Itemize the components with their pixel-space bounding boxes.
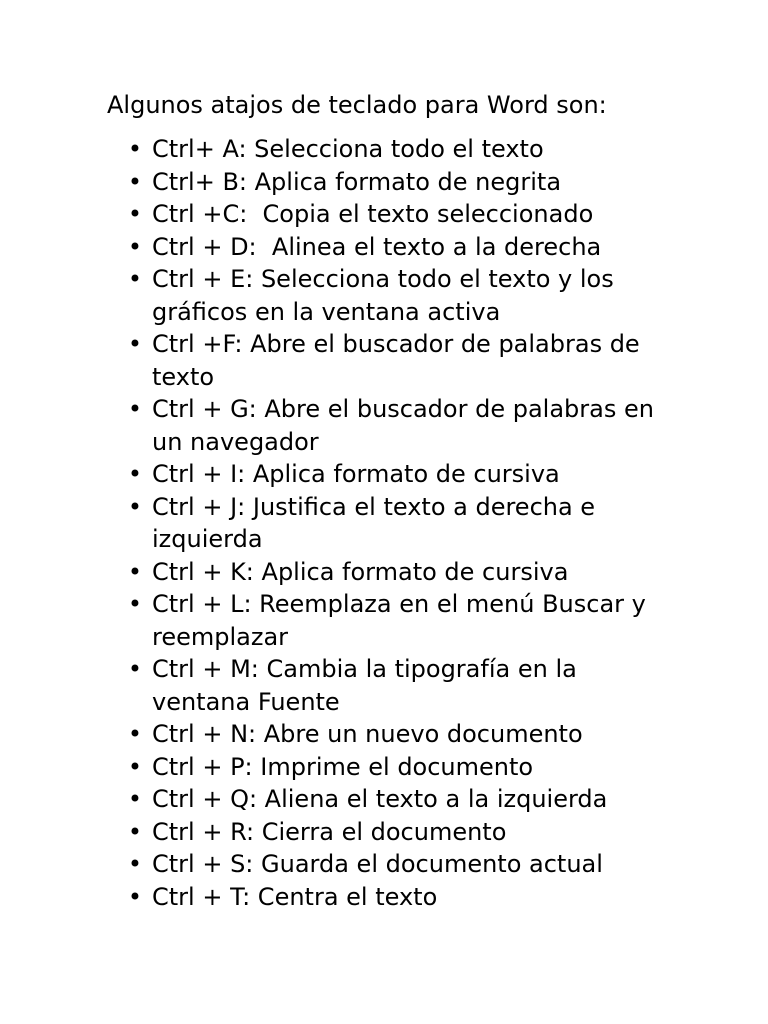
bullet-icon: • bbox=[127, 232, 143, 261]
shortcut-text: Ctrl + T: Centra el texto bbox=[152, 882, 438, 911]
shortcut-item bbox=[107, 263, 667, 328]
shortcut-text: Ctrl +F: Abre el buscador de palabras de texto bbox=[152, 330, 648, 391]
shortcut-text: Ctrl+ B: Aplica formato de negrita bbox=[152, 167, 562, 196]
shortcut-item bbox=[107, 848, 667, 881]
shortcut-text: Ctrl + E: Selecciona todo el texto y los gráficos en la ventana activa bbox=[152, 265, 622, 326]
shortcut-text: Ctrl + M: Cambia la tipografía en la ventana Fuente bbox=[152, 655, 585, 716]
bullet-icon: • bbox=[127, 557, 143, 586]
shortcut-item bbox=[107, 751, 667, 784]
document-page bbox=[107, 89, 667, 913]
shortcut-text: Ctrl +C: Copia el texto seleccionado bbox=[152, 200, 594, 228]
bullet-icon: • bbox=[127, 850, 143, 878]
shortcut-text: Ctrl + Q: Aliena el texto a la izquierda bbox=[152, 785, 608, 813]
shortcut-item bbox=[107, 783, 667, 816]
shortcut-text: Ctrl + G: Abre el buscador de palabras en un navegador bbox=[152, 395, 662, 456]
bullet-icon: • bbox=[127, 752, 143, 781]
bullet-icon: • bbox=[127, 720, 143, 748]
shortcut-item bbox=[107, 653, 667, 718]
shortcut-item bbox=[107, 556, 667, 589]
intro-text: Algunos atajos de teclado para Word son: bbox=[107, 91, 607, 119]
bullet-icon: • bbox=[127, 200, 143, 228]
shortcut-item bbox=[107, 816, 667, 849]
shortcut-text: Ctrl + R: Cierra el documento bbox=[152, 817, 507, 846]
bullet-icon: • bbox=[127, 590, 143, 618]
bullet-icon: • bbox=[127, 167, 143, 196]
shortcut-text: Ctrl + P: Imprime el documento bbox=[152, 752, 534, 781]
bullet-icon: • bbox=[127, 395, 143, 423]
shortcut-item bbox=[107, 458, 667, 491]
bullet-icon: • bbox=[127, 882, 143, 911]
bullet-icon: • bbox=[127, 460, 143, 488]
shortcut-item bbox=[107, 491, 667, 556]
shortcut-text: Ctrl + N: Abre un nuevo documento bbox=[152, 720, 583, 748]
bullet-icon: • bbox=[127, 265, 143, 293]
shortcut-text: Ctrl + I: Aplica formato de cursiva bbox=[152, 460, 560, 488]
shortcut-item bbox=[107, 231, 667, 264]
shortcut-item bbox=[107, 198, 667, 231]
shortcut-list bbox=[107, 133, 667, 913]
shortcut-item bbox=[107, 166, 667, 199]
shortcut-item bbox=[107, 718, 667, 751]
shortcut-text: Ctrl + D: Alinea el texto a la derecha bbox=[152, 232, 602, 261]
bullet-icon: • bbox=[127, 330, 143, 358]
shortcut-item bbox=[107, 328, 667, 393]
bullet-icon: • bbox=[127, 135, 143, 163]
bullet-icon: • bbox=[127, 817, 143, 846]
shortcut-item bbox=[107, 393, 667, 458]
bullet-icon: • bbox=[127, 655, 143, 683]
shortcut-text: Ctrl + J: Justifica el texto a derecha e izquierda bbox=[152, 492, 603, 553]
shortcut-item bbox=[107, 133, 667, 166]
bullet-icon: • bbox=[127, 785, 143, 813]
shortcut-item bbox=[107, 588, 667, 653]
bullet-icon: • bbox=[127, 492, 143, 521]
shortcut-text: Ctrl + K: Aplica formato de cursiva bbox=[152, 557, 569, 586]
shortcut-text: Ctrl + L: Reemplaza en el menú Buscar y reemplazar bbox=[152, 590, 654, 651]
shortcut-text: Ctrl+ A: Selecciona todo el texto bbox=[152, 135, 544, 163]
shortcut-text: Ctrl + S: Guarda el documento actual bbox=[152, 850, 603, 878]
shortcut-item bbox=[107, 881, 667, 914]
